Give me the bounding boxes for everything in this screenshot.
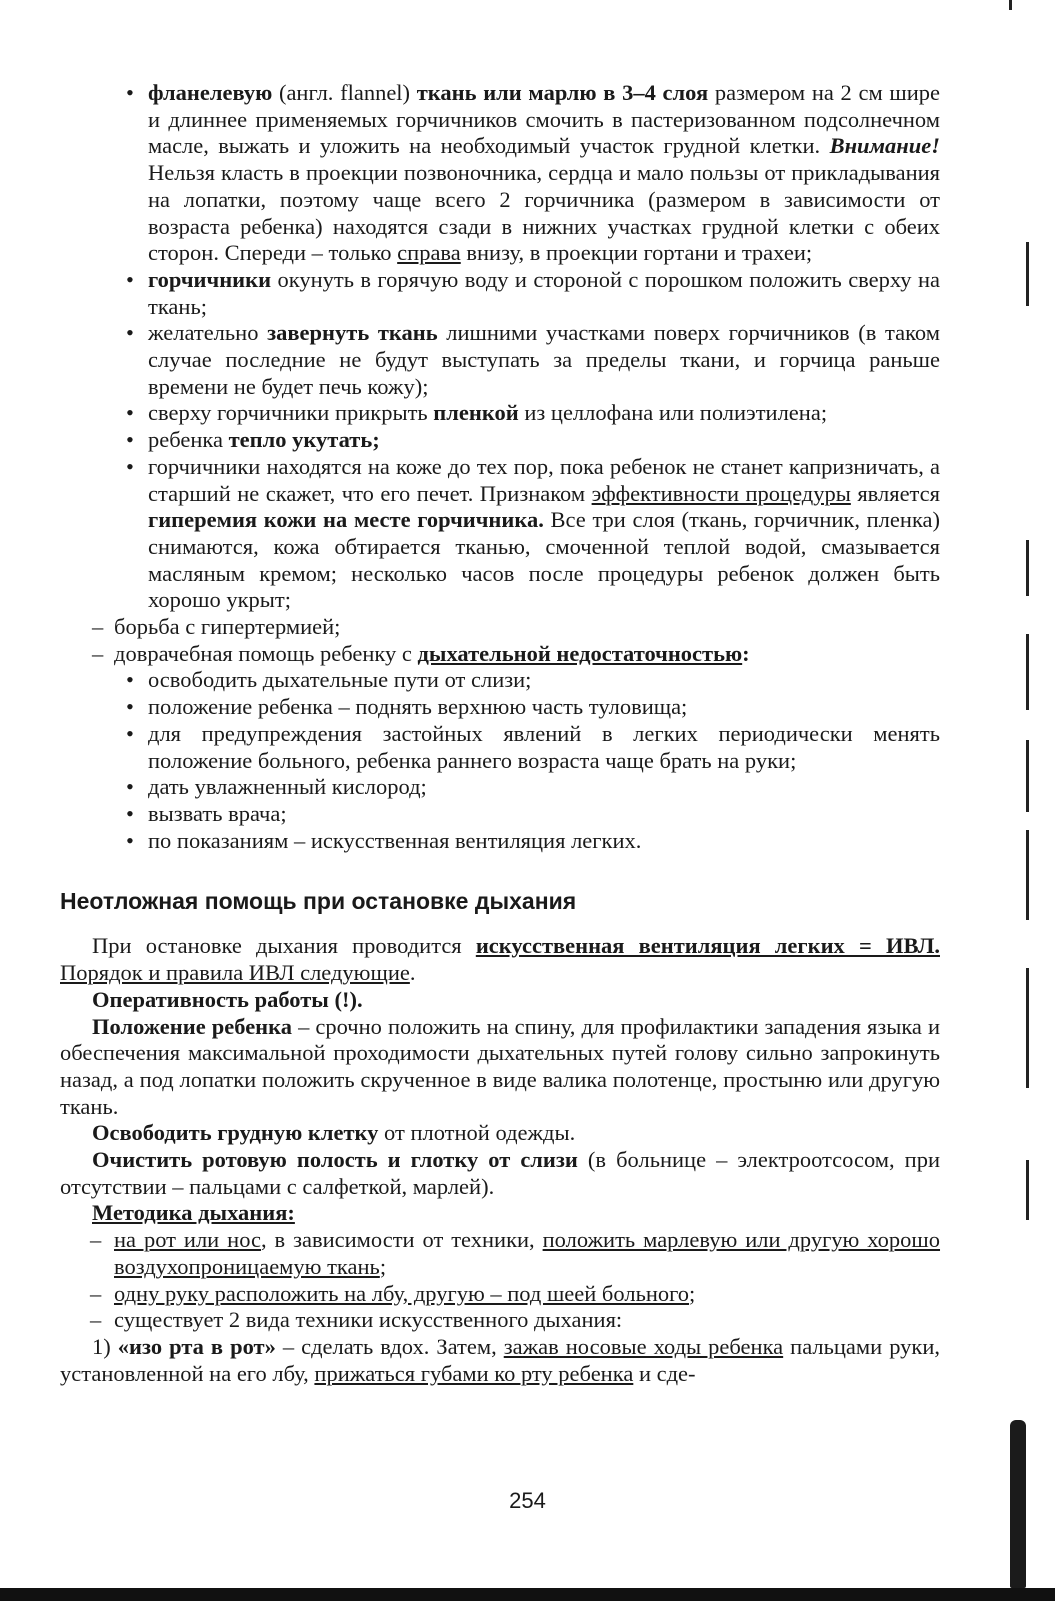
text-run: и сде- <box>633 1360 696 1386</box>
text-run: «изо рта в рот» <box>117 1333 276 1359</box>
text-run: , в зависимости от техники, <box>261 1227 543 1253</box>
scan-mark <box>1009 0 1012 10</box>
dash-marker: – <box>92 614 104 640</box>
text-run: из целлофана или полиэтилена; <box>518 400 828 426</box>
text-run: (англ. flannel) <box>272 80 417 105</box>
list-item <box>60 400 940 427</box>
scan-edge-mark <box>1026 540 1029 596</box>
list-item <box>60 721 940 774</box>
list-item <box>60 1227 940 1280</box>
dash-marker: – <box>90 1307 102 1333</box>
text-run: 1) <box>92 1333 118 1359</box>
text-run: Нельзя класть в проекции позвоночника, сердца и мало пользы от прикладывания на лопатки, поэтому чаще всего 2 горчичника (размером в зависимости от возраста ребенка) находятся сзади в нижних участках грудной клетки с обеих сторон. Спереди – только <box>148 160 940 266</box>
text-run: для предупреждения застойных явлений в легких периодически менять положение больного, ребенка раннего возраста чаще брать на руки; <box>148 720 940 773</box>
text-run: Внимание! <box>829 133 940 159</box>
text-run: является <box>850 480 941 506</box>
text-run: тепло укутать; <box>228 427 380 453</box>
text-run: на рот или нос <box>114 1227 261 1253</box>
text-run: существует 2 вида техники искусственного дыхания: <box>114 1307 623 1333</box>
dash-marker: – <box>92 640 104 666</box>
bullet-marker: • <box>126 720 134 746</box>
text-run: . <box>409 960 416 986</box>
scan-edge-mark <box>1026 740 1029 812</box>
text-run: При остановке дыхания проводится <box>92 933 476 959</box>
text-run: Порядок и правила ИВЛ следующие <box>60 960 410 986</box>
text-run: гиперемия кожи на месте горчичника. <box>148 507 544 533</box>
scan-edge-mark <box>1026 242 1029 306</box>
text-run: борьба с гипертермией; <box>114 614 341 640</box>
list-item <box>60 1281 940 1308</box>
text-run: ребенка <box>148 427 229 453</box>
paragraph <box>60 1200 940 1227</box>
paragraph <box>60 987 940 1014</box>
text-run: горчичники <box>148 266 272 292</box>
text-run: : <box>742 640 750 666</box>
bullet-marker: • <box>126 266 134 292</box>
scan-edge-mark <box>1026 830 1029 920</box>
text-run: искусственная вентиляция легких = ИВЛ. <box>475 933 940 959</box>
bullet-marker: • <box>126 667 134 693</box>
text-run: лишними участками поверх горчичников (в таком случае последние не будут выступать за пределы ткани, и горчица раньше времени не будет печь кожу); <box>148 320 940 399</box>
text-run: Оперативность работы (!). <box>92 986 363 1012</box>
text-run: размером на 2 см шире и длиннее применяемых горчичников смочить в пастеризованном подсолнечном масле, выжать и уложить на необходимый участок грудной клетки. <box>148 80 940 159</box>
text-run: справа <box>397 240 461 266</box>
text-run: ткань или марлю в 3–4 слоя <box>416 80 709 105</box>
text-run: пальцами руки, установленной на его лбу, <box>60 1333 940 1386</box>
bullet-marker: • <box>126 80 134 105</box>
list-item <box>60 320 940 400</box>
list-item <box>60 828 940 855</box>
text-run: доврачебная помощь ребенку с <box>114 640 418 666</box>
text-run: Методика дыхания: <box>92 1200 295 1226</box>
text-run: фланелевую <box>148 80 273 105</box>
bullet-marker: • <box>126 453 134 479</box>
paragraph <box>60 1120 940 1147</box>
text-run: одну руку расположить на лбу, другую – под шеей больного <box>114 1280 690 1306</box>
list-item <box>60 641 940 668</box>
paragraph <box>60 933 940 986</box>
text-run: Все три слоя (ткань, горчичник, пленка) снимаются, кожа обтирается тканью, смоченной теплой водой, смазывается масляным кремом; несколько часов после процедуры ребенок должен быть хорошо укрыт; <box>148 507 941 613</box>
list-item <box>60 667 940 694</box>
text-run: вызвать врача; <box>148 800 287 826</box>
paragraph <box>60 1147 940 1200</box>
list-item <box>60 427 940 454</box>
bullet-marker: • <box>126 427 134 453</box>
dash-marker: – <box>90 1280 102 1306</box>
text-run: по показаниям – искусственная вентиляция легких. <box>148 827 642 853</box>
scan-bottom-bar <box>0 1588 1055 1601</box>
text-run: дать увлажненный кислород; <box>148 774 427 800</box>
text-run: положить марлевую или другую хорошо воздухопроницаемую ткань <box>114 1227 941 1279</box>
bullet-marker: • <box>126 800 134 826</box>
list-item <box>60 80 940 267</box>
text-run: ; <box>379 1253 387 1279</box>
text-run: освободить дыхательные пути от слизи; <box>148 667 532 693</box>
bullet-list-mustard <box>60 80 940 614</box>
list-item <box>60 694 940 721</box>
text-run: эффективности процедуры <box>591 480 851 506</box>
bullet-marker: • <box>126 400 134 426</box>
text-run: внизу, в проекции гортани и трахеи; <box>460 240 813 266</box>
list-item <box>60 801 940 828</box>
text-run: прижаться губами ко рту ребенка <box>314 1360 634 1386</box>
list-item <box>60 454 940 614</box>
scan-edge-mark <box>1026 968 1029 1088</box>
text-run: зажав носовые ходы ребенка <box>503 1333 784 1359</box>
section-body <box>60 933 940 1387</box>
text-run: Очистить ротовую полость и глотку от слизи <box>92 1147 578 1173</box>
bullet-marker: • <box>126 827 134 853</box>
page-number: 254 <box>509 1488 546 1513</box>
paragraph <box>60 1334 940 1387</box>
list-item <box>60 614 940 641</box>
paragraph <box>60 1014 940 1121</box>
text-run: пленкой <box>433 400 519 426</box>
bullet-marker: • <box>126 320 134 346</box>
text-run: от плотной одежды. <box>378 1120 576 1146</box>
bullet-marker: • <box>126 694 134 720</box>
scan-edge-mark <box>1026 1160 1029 1220</box>
page-content <box>60 80 940 1387</box>
text-run: сверху горчичники прикрыть <box>148 400 434 426</box>
text-run: Положение ребенка <box>92 1013 293 1039</box>
text-run: ; <box>689 1280 696 1306</box>
bullet-marker: • <box>126 774 134 800</box>
text-run: дыхательной недостаточностью <box>417 640 743 666</box>
text-run: положение ребенка – поднять верхнюю часть туловища; <box>148 694 688 720</box>
text-run: (в больнице – электроотсосом, при отсутствии – пальцами с салфеткой, марлей). <box>60 1147 940 1199</box>
list-item <box>60 774 940 801</box>
text-run: – срочно положить на спину, для профилактики западения языка и обеспечения максимальной проходимости дыхательных путей голову сильно запрокинуть назад, а под лопатки положить скрученное в виде валика полотенце, простыню или другую ткань. <box>60 1013 940 1119</box>
text-run: Освободить грудную клетку <box>92 1120 379 1146</box>
bullet-list-respiratory <box>60 667 940 854</box>
list-item <box>60 1307 940 1334</box>
scan-edge-mark <box>1026 634 1029 710</box>
text-run: окунуть в горячую воду и стороной с порошком положить сверху на ткань; <box>148 266 940 319</box>
section-heading: Неотложная помощь при остановке дыхания <box>60 888 577 915</box>
dash-marker: – <box>90 1227 102 1253</box>
text-run: горчичники находятся на коже до тех пор, пока ребенок не станет капризничать, а старший не скажет, что его печет. Признаком <box>148 453 940 506</box>
list-item <box>60 267 940 320</box>
text-run: – сделать вдох. Затем, <box>275 1333 504 1359</box>
dash-list-care <box>60 614 940 667</box>
text-run: желательно <box>148 320 268 346</box>
text-run: завернуть ткань <box>267 320 438 346</box>
